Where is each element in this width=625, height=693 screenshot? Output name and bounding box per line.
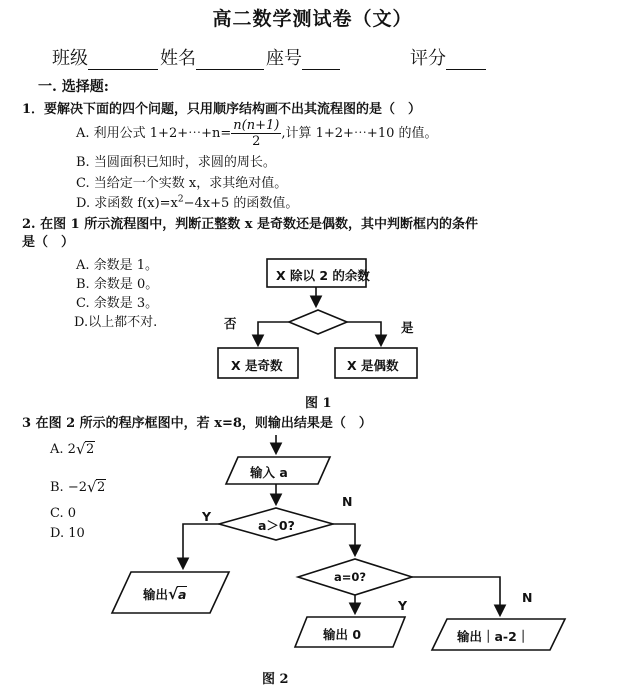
q1-option-c: C. 当给定一个实数 x，求其绝对值。 [76,176,288,191]
class-label: 班级 [52,48,88,69]
fig2-out-sqrt-text [143,585,187,603]
q2-option-d: D.以上都不对. [74,315,158,330]
q1-stem: 1．要解决下面的四个问题，只用顺序结构画不出其流程图的是（ ） [22,102,422,117]
q3-b-pre: B. −2 [50,480,87,495]
seat-label: 座号 [266,48,302,69]
q3-option-d: D. 10 [50,526,85,541]
q1-a-pre: A. 利用公式 1+2+⋯+n= [76,126,232,141]
fig2-input-text: 输入 a [250,465,288,480]
name-label: 姓名 [160,48,196,69]
fig2-out-sqrt-radical [168,587,187,602]
fig2-out-zero-text: 输出 0 [323,627,362,642]
q2-option-b: B. 余数是 0。 [76,277,159,292]
fig2-arrow-n1 [333,524,355,554]
fig2-cond1-text: a＞0? [258,518,295,533]
fig2-out-sqrt-radicand: a [178,587,187,602]
fig1-arrow-yes [347,322,381,344]
q3-a-pre: A. 2 [50,442,76,457]
q2-option-c: C. 余数是 3。 [76,296,159,311]
fig2-y1-label: Y [202,509,212,524]
fig2-out-abs-text: 输出｜a-2｜ [457,629,530,644]
fig2-y2-label: Y [398,598,408,613]
q3-b-radicand: 2 [96,480,106,495]
fig2-cond2-text: a=0? [334,570,367,584]
fig1-yes-label: 是 [401,320,414,335]
q1-d-post: −4x+5 的函数值。 [183,196,299,211]
q3-stem: 3 在图 2 所示的程序框图中，若 x=8，则输出结果是（ ） [22,416,372,431]
fig1-decision-diamond [289,310,347,334]
fig1-arrow-no [258,322,289,344]
fig1-no-label: 否 [224,316,237,331]
fig2-caption: 图 2 [262,672,289,687]
fig1-process-text: X 除以 2 的余数 [276,268,370,283]
q3-a-radicand: 2 [85,442,95,457]
page-title: 高二数学测试卷（文） [212,8,413,30]
q1-a-post: ,计算 1+2+⋯+10 的值。 [281,126,438,141]
score-label: 评分 [410,48,446,69]
q1-d-sup: 2 [177,194,184,205]
q1-d-pre: D. 求函数 f(x)=x [76,196,178,211]
fig2-out-sqrt-pre: 输出 [143,587,169,602]
fig1-caption: 图 1 [305,396,332,411]
q2-option-a: A. 余数是 1。 [76,258,159,273]
fig2-arrow-n2 [412,577,500,614]
fig2-arrow-y1 [183,524,219,567]
fig1-right-box-text: X 是偶数 [347,358,399,373]
q2-stem-line1: 2. 在图 1 所示流程图中，判断正整数 x 是奇数还是偶数，其中判断框内的条件 [22,217,478,232]
fig2-n1-label: N [342,494,353,509]
q3-option-c: C. 0 [50,506,77,521]
q2-stem-line2: 是（ ） [22,235,75,250]
q1-option-b: B. 当圆面积已知时，求圆的周长。 [76,155,276,170]
q1-a-denominator: 2 [252,134,261,149]
q1-a-numerator: n(n+1) [233,118,280,133]
fig1-left-box-text: X 是奇数 [231,358,283,373]
section-heading: 一. 选择题: [38,79,109,95]
fig2-n2-label: N [522,590,533,605]
